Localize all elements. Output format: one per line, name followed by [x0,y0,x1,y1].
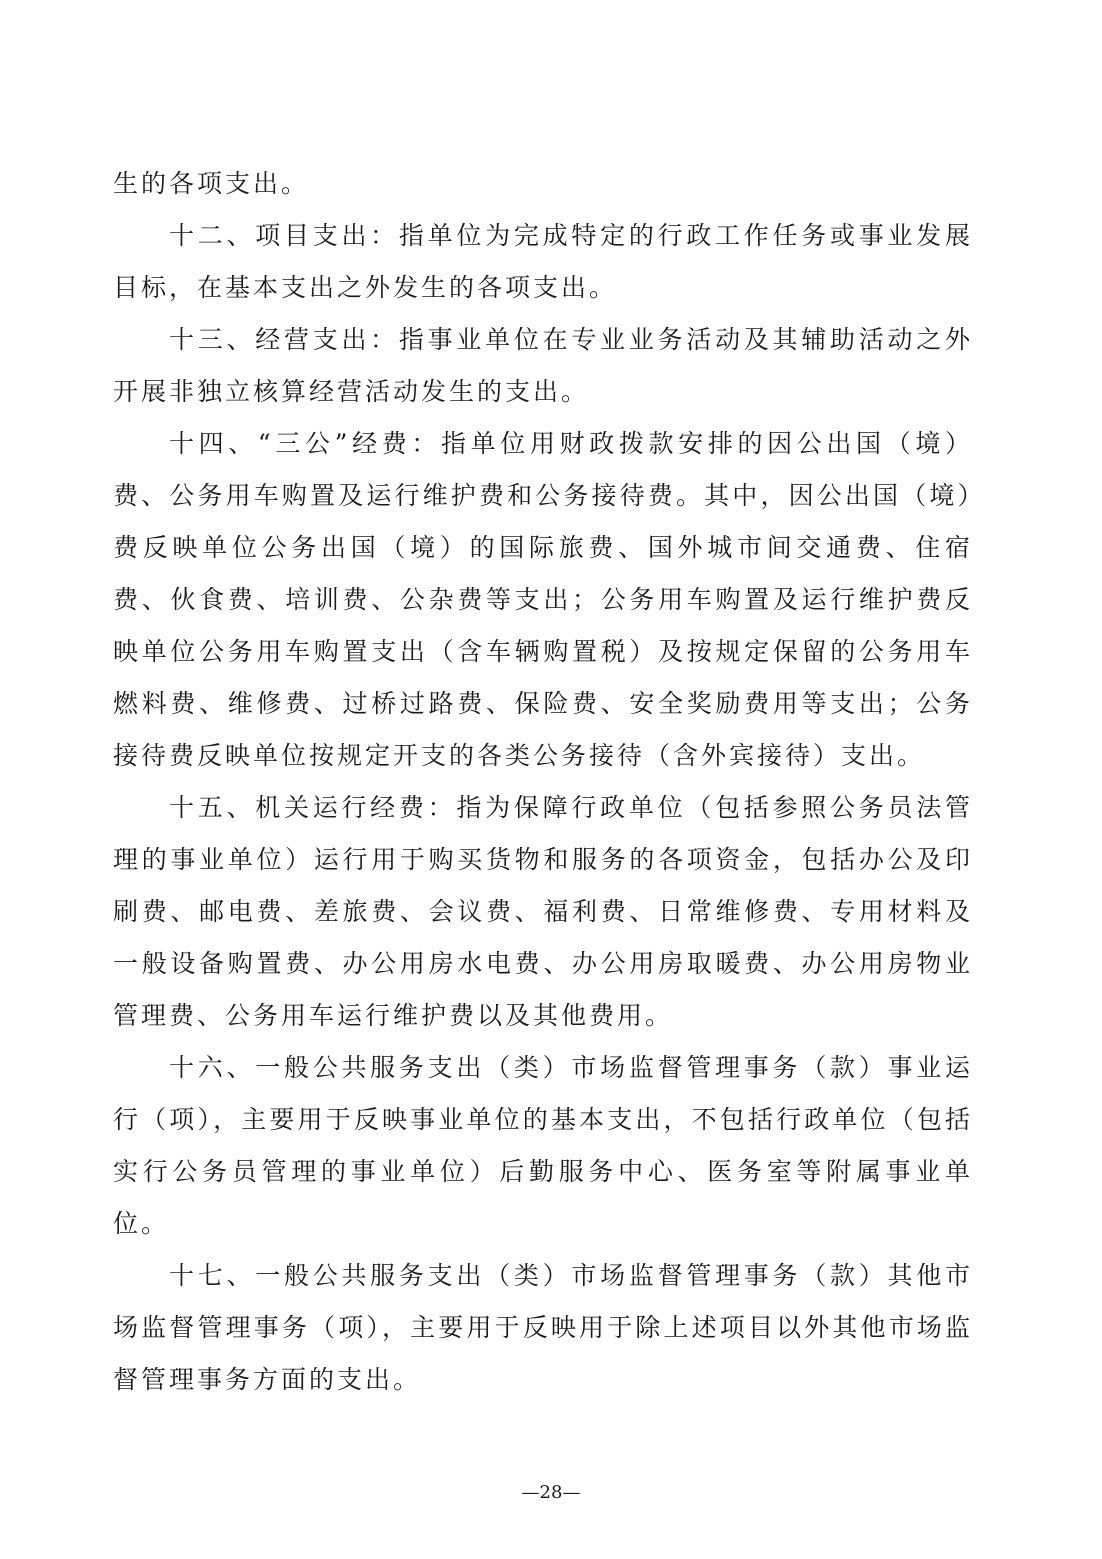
paragraph-continuation: 生的各项支出。 [113,169,310,198]
paragraph-item-17: 十七、一般公共服务支出（类）市场监督管理事务（款）其他市场监督管理事务（项），主要用于反映用于除上述项目以外其他市场监督管理事务方面的支出。 [113,1261,973,1394]
paragraph-item-12: 十二、项目支出：指单位为完成特定的行政工作任务或事业发展目标，在基本支出之外发生的各项支出。 [113,221,973,302]
paragraph-item-15: 十五、机关运行经费：指为保障行政单位（包括参照公务员法管理的事业单位）运行用于购买货物和服务的各项资金，包括办公及印刷费、邮电费、差旅费、会议费、福利费、日常维修费、专用材料及一般设备购置费、办公用房水电费、办公用房取暖费、办公用房物业管理费、公务用车运行维护费以及其他费用。 [113,793,973,1030]
document-body [113,158,973,1406]
paragraph-item-16: 十六、一般公共服务支出（类）市场监督管理事务（款）事业运行（项），主要用于反映事业单位的基本支出，不包括行政单位（包括实行公务员管理的事业单位）后勤服务中心、医务室等附属事业单位。 [113,1053,973,1238]
paragraph-item-13: 十三、经营支出：指事业单位在专业业务活动及其辅助活动之外开展非独立核算经营活动发生的支出。 [113,325,973,406]
paragraph-item-14: 十四、“三公”经费：指单位用财政拨款安排的因公出国（境）费、公务用车购置及运行维护费和公务接待费。其中，因公出国（境）费反映单位公务出国（境）的国际旅费、国外城市间交通费、住宿费、伙食费、培训费、公杂费等支出；公务用车购置及运行维护费反映单位公务用车购置支出（含车辆购置税）及按规定保留的公务用车燃料费、维修费、过桥过路费、保险费、安全奖励费用等支出；公务接待费反映单位按规定开支的各类公务接待（含外宾接待）支出。 [113,429,973,770]
page-number: —28— [521,1482,581,1503]
